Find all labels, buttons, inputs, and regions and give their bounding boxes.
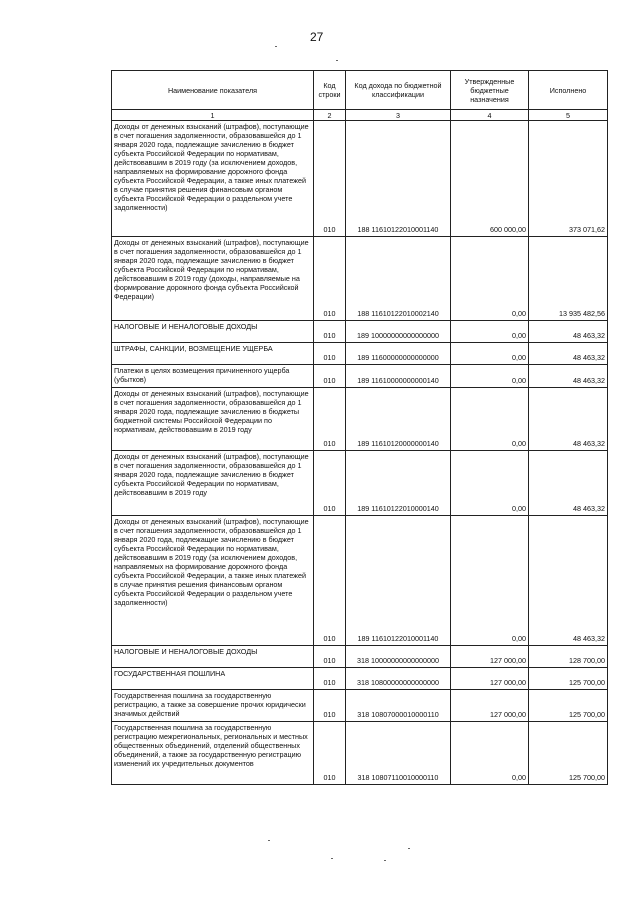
row-name: Доходы от денежных взысканий (штрафов), поступающие в счет погашения задолженности, образовавшейся до 1 января 2020 года, подлежащие зачислению в бюджет субъекта Российской Федерации по нормативам, действовавшим в 2019 году (112, 451, 314, 516)
row-executed: 128 700,00 (529, 646, 608, 668)
row-income-code: 318 10807000010000110 (346, 690, 451, 722)
scan-speck (384, 860, 386, 861)
row-income-code: 189 11610000000000140 (346, 365, 451, 388)
row-executed: 48 463,32 (529, 388, 608, 451)
row-line-code: 010 (314, 646, 346, 668)
header-approved: Утвержденные бюджетные назначения (451, 71, 529, 110)
row-approved: 127 000,00 (451, 646, 529, 668)
row-line-code: 010 (314, 516, 346, 646)
table-row (112, 321, 608, 343)
table-row (112, 343, 608, 365)
row-name: Доходы от денежных взысканий (штрафов), поступающие в счет погашения задолженности, образовавшейся до 1 января 2020 года, подлежащие зачислению в бюджеты бюджетной системы Российской Федерации по нормативам, действовавшим в 2019 году (112, 388, 314, 451)
table-row (112, 121, 608, 237)
header-executed: Исполнено (529, 71, 608, 110)
header-line-code: Код строки (314, 71, 346, 110)
row-approved: 0,00 (451, 365, 529, 388)
row-income-code: 189 11610122010000140 (346, 451, 451, 516)
row-name: Доходы от денежных взысканий (штрафов), поступающие в счет погашения задолженности, образовавшейся до 1 января 2020 года, подлежащие зачислению в бюджет субъекта Российской Федерации по нормативам, действовавшим в 2019 году (за исключением доходов, направляемых на формирование дорожного фонда субъекта Российской Федерации, а также иных платежей в случае принятия решения финансовым органом субъекта Российской Федерации о раздельном учете задолженности) (112, 516, 314, 646)
row-executed: 125 700,00 (529, 690, 608, 722)
row-income-code: 188 11610122010001140 (346, 121, 451, 237)
row-income-code: 189 11610120000000140 (346, 388, 451, 451)
row-income-code: 318 10800000000000000 (346, 668, 451, 690)
row-executed: 48 463,32 (529, 343, 608, 365)
row-executed: 13 935 482,56 (529, 237, 608, 321)
row-approved: 127 000,00 (451, 668, 529, 690)
row-income-code: 189 11610122010001140 (346, 516, 451, 646)
table-row (112, 668, 608, 690)
column-number: 3 (346, 110, 451, 121)
row-approved: 600 000,00 (451, 121, 529, 237)
row-executed: 125 700,00 (529, 722, 608, 785)
row-income-code: 318 10000000000000000 (346, 646, 451, 668)
column-number: 1 (112, 110, 314, 121)
row-approved: 0,00 (451, 343, 529, 365)
row-approved: 0,00 (451, 388, 529, 451)
row-name: Государственная пошлина за государственную регистрацию межрегиональных, региональных и местных общественных объединений, отделений общественных объединений, а также за государственную регистрацию изменений их учредительных документов (112, 722, 314, 785)
column-number: 5 (529, 110, 608, 121)
row-line-code: 010 (314, 451, 346, 516)
row-name: Государственная пошлина за государственную регистрацию, а также за совершение прочих юридически значимых действий (112, 690, 314, 722)
row-approved: 127 000,00 (451, 690, 529, 722)
row-line-code: 010 (314, 121, 346, 237)
row-line-code: 010 (314, 722, 346, 785)
row-executed: 48 463,32 (529, 516, 608, 646)
row-executed: 125 700,00 (529, 668, 608, 690)
row-executed: 48 463,32 (529, 365, 608, 388)
column-number: 4 (451, 110, 529, 121)
row-line-code: 010 (314, 365, 346, 388)
row-approved: 0,00 (451, 451, 529, 516)
row-income-code: 318 10807110010000110 (346, 722, 451, 785)
scan-speck (408, 848, 410, 849)
row-line-code: 010 (314, 668, 346, 690)
row-name: ШТРАФЫ, САНКЦИИ, ВОЗМЕЩЕНИЕ УЩЕРБА (112, 343, 314, 365)
row-income-code: 188 11610122010002140 (346, 237, 451, 321)
row-name: Платежи в целях возмещения причиненного ущерба (убытков) (112, 365, 314, 388)
row-line-code: 010 (314, 690, 346, 722)
row-executed: 48 463,32 (529, 321, 608, 343)
table-row (112, 646, 608, 668)
row-name: Доходы от денежных взысканий (штрафов), поступающие в счет погашения задолженности, образовавшейся до 1 января 2020 года, подлежащие зачислению в бюджет субъекта Российской Федерации по нормативам, действовавшим в 2019 году (за исключением доходов, направляемых на формирование дорожного фонда субъекта Российской Федерации, а также иных платежей в случае принятия решения финансовым органом субъекта Российской Федерации о раздельном учете задолженности) (112, 121, 314, 237)
column-numbers-row (112, 110, 608, 121)
page-number: 27 (310, 30, 324, 44)
header-income-code: Код дохода по бюджетной классификации (346, 71, 451, 110)
table-row (112, 516, 608, 646)
row-approved: 0,00 (451, 516, 529, 646)
row-line-code: 010 (314, 388, 346, 451)
scan-speck (336, 60, 338, 61)
row-line-code: 010 (314, 321, 346, 343)
table-row (112, 365, 608, 388)
budget-report-table (111, 70, 608, 785)
table-row (112, 237, 608, 321)
header-name: Наименование показателя (112, 71, 314, 110)
row-income-code: 189 10000000000000000 (346, 321, 451, 343)
table-row (112, 690, 608, 722)
row-name: НАЛОГОВЫЕ И НЕНАЛОГОВЫЕ ДОХОДЫ (112, 646, 314, 668)
row-approved: 0,00 (451, 722, 529, 785)
row-approved: 0,00 (451, 237, 529, 321)
row-name: ГОСУДАРСТВЕННАЯ ПОШЛИНА (112, 668, 314, 690)
column-number: 2 (314, 110, 346, 121)
table-header-row (112, 71, 608, 110)
scan-speck (268, 840, 270, 841)
table-row (112, 722, 608, 785)
row-executed: 48 463,32 (529, 451, 608, 516)
row-income-code: 189 11600000000000000 (346, 343, 451, 365)
row-name: Доходы от денежных взысканий (штрафов), поступающие в счет погашения задолженности, образовавшейся до 1 января 2020 года, подлежащие зачислению в бюджет субъекта Российской Федерации по нормативам, действовавшим в 2019 году (доходы, направляемые на формирование дорожного фонда субъекта Российской Федерации) (112, 237, 314, 321)
row-name: НАЛОГОВЫЕ И НЕНАЛОГОВЫЕ ДОХОДЫ (112, 321, 314, 343)
row-approved: 0,00 (451, 321, 529, 343)
scan-speck (275, 46, 277, 47)
table-row (112, 388, 608, 451)
row-executed: 373 071,62 (529, 121, 608, 237)
scan-speck (331, 858, 333, 859)
table-row (112, 451, 608, 516)
row-line-code: 010 (314, 343, 346, 365)
row-line-code: 010 (314, 237, 346, 321)
